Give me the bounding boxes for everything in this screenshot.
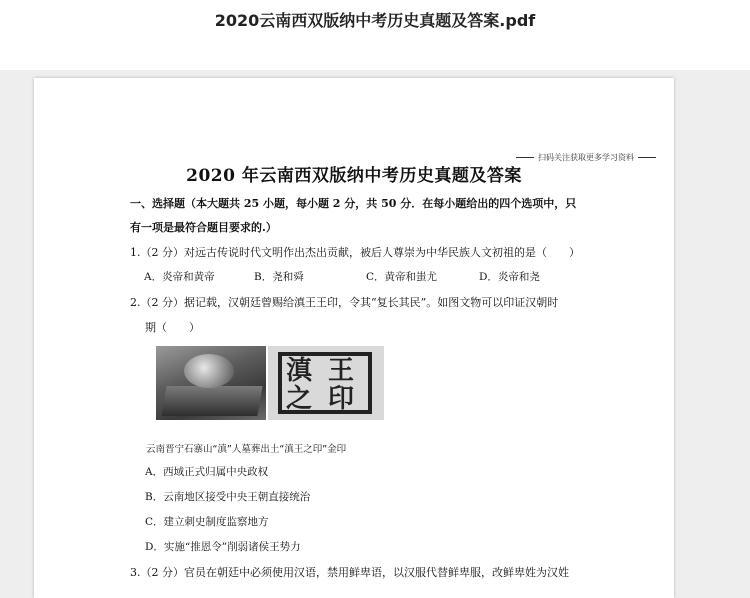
q2-stem-line1: 2.（2 分）据记载，汉朝廷曾赐给滇王王印，令其“复长其民”。如图文物可以印证汉朝时	[130, 296, 559, 309]
seal-impression: 滇 王 之 印	[278, 352, 372, 414]
rule-left	[516, 157, 534, 158]
golden-seal-photo	[156, 346, 266, 420]
q2-option-d: D．实施“推恩令”削弱诸侯王势力	[145, 541, 301, 553]
image-caption: 云南晋宁石寨山“滇”人墓葬出土“滇王之印”金印	[146, 444, 347, 455]
q1-option-b: B．尧和舜	[254, 271, 304, 283]
q1-option-d: D．炎帝和尧	[479, 271, 540, 283]
viewer-titlebar	[0, 0, 750, 70]
q2-option-b: B．云南地区接受中央王朝直接统治	[145, 491, 311, 503]
seal-base	[161, 386, 262, 416]
q1-option-c: C．黄帝和蚩尤	[366, 271, 438, 283]
q2-option-c: C．建立刺史制度监察地方	[145, 516, 269, 528]
document-page	[34, 78, 674, 598]
rule-right	[638, 157, 656, 158]
q1-option-a: A．炎帝和黄帝	[144, 271, 215, 283]
section-heading-line2: 有一项是最符合题目要求的.）	[130, 221, 277, 234]
seal-impression-image	[268, 346, 384, 420]
qr-note-text: 扫码关注获取更多学习资料	[538, 153, 634, 162]
q2-stem-line2: 期（ ）	[145, 321, 200, 334]
section-heading-line1: 一、选择题（本大题共 25 小题，每小题 2 分，共 50 分．在每小题给出的四个选项中，只	[130, 197, 577, 210]
seal-snake-knob	[184, 354, 234, 388]
q1-stem: 1.（2 分）对远古传说时代文明作出杰出贡献，被后人尊崇为中华民族人文初祖的是（ ）	[130, 246, 580, 259]
page-title: 2020 年云南西双版纳中考历史真题及答案	[186, 166, 522, 186]
file-title: 2020云南西双版纳中考历史真题及答案.pdf	[214, 11, 536, 30]
q2-option-a: A．西域正式归属中央政权	[145, 466, 269, 478]
q3-stem-line1: 3.（2 分）官员在朝廷中必须使用汉语，禁用鲜卑语，以汉服代替鲜卑服，改鲜卑姓为汉姓	[130, 566, 569, 579]
